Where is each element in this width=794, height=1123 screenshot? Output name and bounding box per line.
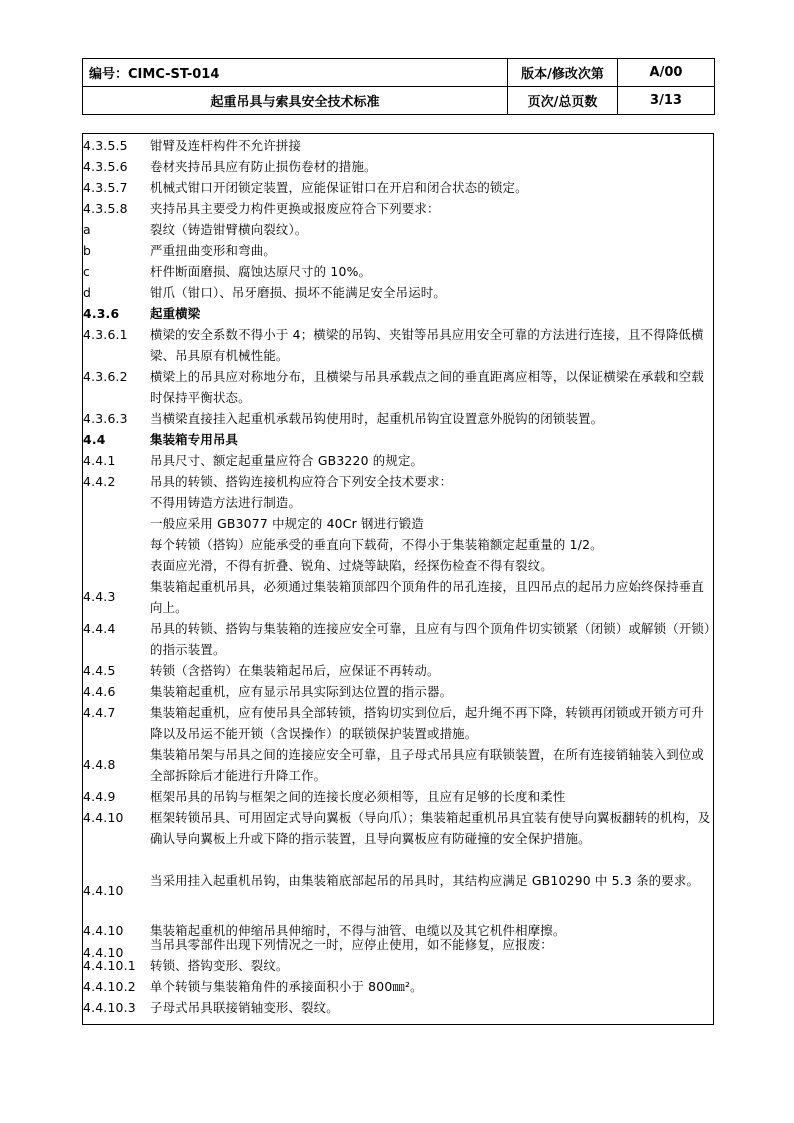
clause-text: 框架吊具的吊钩与框架之间的连接长度必须相等，且应有足够的长度和柔性 [150, 789, 566, 804]
clause-text: 严重扭曲变形和弯曲。 [150, 243, 276, 258]
clause-number: 4.4.8 [83, 757, 116, 772]
section-number: 4.4 [83, 432, 106, 447]
clause-number: 4.4.10 [83, 945, 124, 960]
clause-number: 4.3.6.1 [83, 327, 128, 342]
clause-number: 4.4.10 [83, 923, 124, 938]
clause-text: 当吊具零部件出现下列情况之一时，应停止使用，如不能修复，应报废： [150, 937, 553, 952]
clause-text: 转锁（含搭钩）在集装箱起吊后，应保证不再转动。 [150, 663, 440, 678]
clause-text: 吊具尺寸、额定起重量应符合 GB3220 的规定。 [150, 453, 424, 468]
clause-number: 4.4.10 [83, 883, 124, 898]
clause-text: 当采用挂入起重机吊钩，由集装箱底部起吊的吊具时，其结构应满足 GB10290 中 5.3 条的要求。 [150, 873, 700, 888]
clause-number: 4.4.10.1 [83, 958, 136, 973]
list-letter: c [83, 264, 91, 279]
list-letter: b [83, 243, 92, 258]
version-value: A/00 [618, 59, 715, 87]
clause-text: 每个转锁（搭钩）应能承受的垂直向下载荷，不得小于集装箱额定起重量的 1/2。 [150, 537, 603, 552]
clause-number: 4.4.3 [83, 589, 116, 604]
content-box [82, 133, 714, 1025]
document-code: 编号：CIMC-ST-014 [83, 59, 508, 87]
clause-number: 4.4.7 [83, 705, 116, 720]
clause-number: 4.4.9 [83, 789, 116, 804]
clause-text: 集装箱吊架与吊具之间的连接应安全可靠，且子母式吊具应有联锁装置，在所有连接销轴装入到位或全部拆除后才能进行升降工作。 [150, 747, 704, 783]
section-heading: 起重横梁 [150, 306, 201, 321]
clause-text: 吊具的转锁、搭钩连接机构应符合下列安全技术要求： [150, 474, 453, 489]
page-number: 3/13 [618, 87, 715, 115]
clause-number: 4.4.10.3 [83, 1000, 136, 1015]
clause-text: 集装箱起重机，应有使吊具全部转锁，搭钩切实到位后，起升绳不再下降，转锁再闭锁或开锁方可升降以及吊运不能开锁（含误操作）的联锁保护装置或措施。 [150, 705, 704, 741]
clause-number: 4.3.5.5 [83, 138, 128, 153]
clause-text: 横梁上的吊具应对称地分布，且横梁与吊具承载点之间的垂直距离应相等，以保证横梁在承载和空载时保持平衡状态。 [150, 369, 704, 405]
clause-text: 集装箱起重机吊具，必须通过集装箱顶部四个顶角件的吊孔连接，且四吊点的起吊力应始终保持垂直向上。 [150, 579, 704, 615]
clause-text: 横梁的安全系数不得小于 4；横梁的吊钩、夹钳等吊具应用安全可靠的方法进行连接，且不得降低横梁、吊具原有机械性能。 [150, 327, 704, 363]
clause-number: 4.3.5.7 [83, 180, 128, 195]
clause-text: 卷材夹持吊具应有防止损伤卷材的措施。 [150, 159, 377, 174]
clause-number: 4.4.10 [83, 810, 124, 825]
clause-text: 表面应光滑，不得有折叠、锐角、过烧等缺陷，经探伤检查不得有裂纹。 [150, 558, 553, 573]
clause-text: 裂纹（铸造钳臂横向裂纹）。 [150, 222, 308, 237]
document-header-table [82, 58, 715, 115]
clause-text: 吊具的转锁、搭钩与集装箱的连接应安全可靠，且应有与四个顶角件切实锁紧（闭锁）或解锁（开锁）的指示装置。 [150, 621, 711, 657]
clause-number: 4.3.5.6 [83, 159, 128, 174]
clause-number: 4.4.1 [83, 453, 116, 468]
clause-text: 框架转锁吊具、可用固定式导向翼板（导向爪）；集装箱起重机吊具宜装有使导向翼板翻转的机构，及确认导向翼板上升或下降的指示装置，且导向翼板应有防碰撞的安全保护措施。 [150, 810, 711, 846]
clause-text: 当横梁直接挂入起重机承载吊钩使用时，起重机吊钩宜设置意外脱钩的闭锁装置。 [150, 411, 604, 426]
list-letter: d [83, 285, 92, 300]
clause-text: 机械式钳口开闭锁定装置，应能保证钳口在开启和闭合状态的锁定。 [150, 180, 528, 195]
clause-number: 4.4.2 [83, 474, 116, 489]
clause-text: 子母式吊具联接销轴变形、裂纹。 [150, 1000, 339, 1015]
clause-number: 4.4.10.2 [83, 979, 136, 994]
clause-text: 一般应采用 GB3077 中规定的 40Cr 钢进行锻造 [150, 516, 424, 531]
section-number: 4.3.6 [83, 306, 120, 321]
clause-text: 集装箱起重机的伸缩吊具伸缩时，不得与油管、电缆以及其它机件相摩擦。 [150, 923, 566, 938]
clause-text: 钳臂及连杆构件不允许拼接 [150, 138, 302, 153]
version-label: 版本/修改次第 [508, 59, 618, 87]
clause-text: 夹持吊具主要受力构件更换或报废应符合下列要求： [150, 201, 440, 216]
document-title: 起重吊具与索具安全技术标准 [83, 87, 508, 115]
clause-number: 4.3.5.8 [83, 201, 128, 216]
page-label: 页次/总页数 [508, 87, 618, 115]
clause-number: 4.3.6.2 [83, 369, 128, 384]
clause-number: 4.3.6.3 [83, 411, 128, 426]
clause-number: 4.4.6 [83, 684, 116, 699]
clause-text: 集装箱起重机，应有显示吊具实际到达位置的指示器。 [150, 684, 453, 699]
clause-text: 不得用铸造方法进行制造。 [150, 495, 302, 510]
clause-text: 转锁、搭钩变形、裂纹。 [150, 958, 289, 973]
clause-text: 杆件断面磨损、腐蚀达原尺寸的 10%。 [150, 264, 372, 279]
clause-text: 钳爪（钳口）、吊牙磨损、损坏不能满足安全吊运时。 [150, 285, 446, 300]
clause-text: 单个转锁与集装箱角件的承接面积小于 800㎜²。 [150, 979, 423, 994]
list-letter: a [83, 222, 91, 237]
clause-number: 4.4.5 [83, 663, 116, 678]
clause-number: 4.4.4 [83, 621, 116, 636]
section-heading: 集装箱专用吊具 [150, 432, 239, 447]
